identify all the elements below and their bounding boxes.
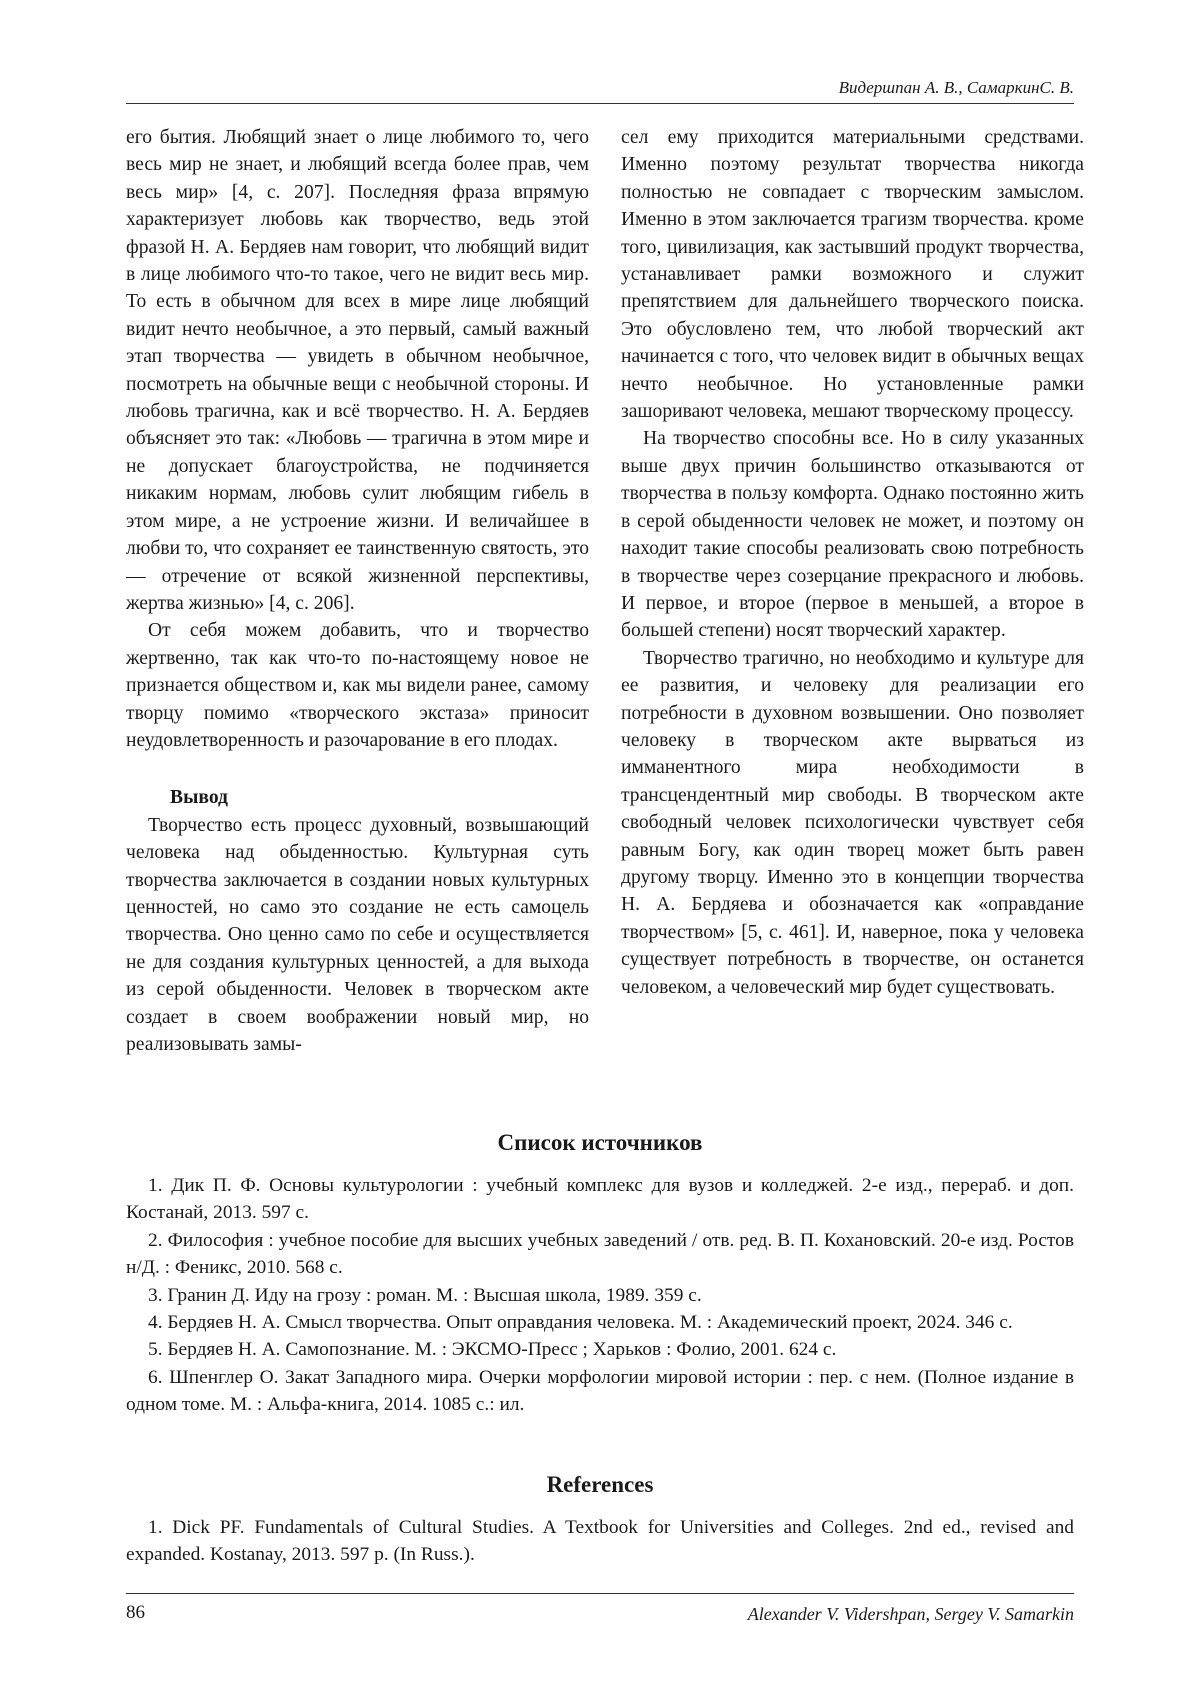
- two-column-body: [126, 124, 1084, 1112]
- running-head-authors: Видершпан А. В., СамаркинС. В.: [838, 78, 1074, 97]
- right-column: [621, 124, 1084, 1001]
- paragraph: Творчество есть процесс духовный, возвышающий человека над обыденностью. Культурная суть творчества заключается в создании новых культурных ценностей, но само это создание не есть самоцель творчества. Оно ценно само по себе и осуществляется не для создания культурных ценностей, а для выхода из серой обыденности. Человек в творческом акте создает в своем воображении новый мир, но реализовывать замы-: [126, 814, 589, 1055]
- sources-section: [126, 1128, 1074, 1419]
- reference-item: 1. Dick PF. Fundamentals of Cultural Studies. A Textbook for Universities and Colleges. 2nd ed., revised and expanded. Kostanay, 2013. 597 p. (In Russ.).: [126, 1517, 1074, 1566]
- paragraph: От себя можем добавить, что и творчество жертвенно, так как что-то по-настоящему новое не признается обществом и, как мы видели ранее, самому творцу помимо «творческого экстаза» приносит неудовлетворенность и разочарование в его плодах.: [126, 620, 589, 751]
- source-item: 6. Шпенглер О. Закат Западного мира. Очерки морфологии мировой истории : пер. с нем. (Полное издание в одном томе. М. : Альфа-книга, 2014. 1085 с.: ил.: [126, 1366, 1074, 1416]
- paragraph: Творчество трагично, но необходимо и культуре для ее развития, и человеку для реализации его потребности в духовном возвышении. Оно позволяет человеку в творческом акте вырваться из имманентного мира необходимости в трансцендентный мир свободы. В творческом акте свободный человек психологически чувствует себя равным Богу, как один творец может быть равен другому творцу. Именно это в концепции творчества Н. А. Бердяева и обозначается как «оправдание творчеством» [5, с. 461]. И, наверное, пока у человека существует потребность в творчестве, он останется человеком, а человеческий мир будет существовать.: [621, 647, 1084, 998]
- source-item: 2. Философия : учебное пособие для высших учебных заведений / отв. ред. В. П. Кохановский. 20-е изд. Ростов н/Д. : Феникс, 2010. 568 с.: [126, 1229, 1074, 1279]
- running-foot-authors: Alexander V. Vidershpan, Sergey V. Samarkin: [747, 1604, 1074, 1624]
- sources-list: [126, 1172, 1074, 1419]
- references-section: [126, 1470, 1074, 1569]
- section-heading-conclusion: Вывод: [170, 787, 228, 809]
- sources-heading: Список источников: [497, 1130, 703, 1155]
- references-list: [126, 1514, 1074, 1569]
- source-item: 4. Бердяев Н. А. Смысл творчества. Опыт оправдания человека. М. : Академический проект, 2024. 346 с.: [148, 1312, 1013, 1334]
- references-heading: References: [546, 1472, 654, 1497]
- paragraph-continued: его бытия. Любящий знает о лице любимого то, чего весь мир не знает, и любящий всегда более прав, чем весь мир» [4, с. 207]. Последняя фраза впрямую характеризует любовь как творчество, ведь этой фразой Н. А. Бердяев нам говорит, что любящий видит в лице любимого что-то такое, чего не видит весь мир. То есть в обычном для всех в мире лице любящий видит нечто необычное, а это первый, самый важный этап творчества — увидеть в обычном необычное, посмотреть на обычные вещи с необычной стороны. И любовь трагична, как и всё творчество. Н. А. Бердяев объясняет это так: «Любовь — трагична в этом мире и не допускает благоустройства, не подчиняется никаким нормам, любовь сулит любящим гибель в этом мире, а не устроение жизни. И величайшее в любви то, что сохраняет ее таинственную святость, это — отречение от всякой жизненной перспективы, жертва жизнью» [4, с. 206].: [126, 127, 589, 614]
- page-number: 86: [126, 1602, 145, 1623]
- paragraph: На творчество способны все. Но в силу указанных выше двух причин большинство отказываются от творчества в пользу комфорта. Однако постоянно жить в серой обыденности человек не может, и поэтому он находит такие способы реализовать свою потребность в творчестве через созерцание прекрасного и любовь. И первое, и второе (первое в меньшей, а второе в большей степени) носят творческий характер.: [621, 428, 1084, 642]
- left-column: [126, 124, 589, 1058]
- source-item: 3. Гранин Д. Иду на грозу : роман. М. : Высшая школа, 1989. 359 с.: [148, 1284, 702, 1306]
- source-item: 5. Бердяев Н. А. Самопознание. М. : ЭКСМО-Пресс ; Харьков : Фолио, 2001. 624 с.: [148, 1339, 837, 1361]
- paragraph-continued: сел ему приходится материальными средствами. Именно поэтому результат творчества никогда полностью не совпадает с творческим замыслом. Именно в этом заключается трагизм творчества. кроме того, цивилизация, как застывший продукт творчества, устанавливает рамки возможного и служит препятствием для дальнейшего творческого поиска. Это обусловлено тем, что любой творческий акт начинается с того, что человек видит в обычных вещах нечто необычное. Но установленные рамки зашоривают человека, мешают творческому процессу.: [621, 127, 1084, 423]
- footer-rule: [126, 1593, 1074, 1594]
- section-spacer: [126, 754, 589, 784]
- header-rule: [126, 103, 1074, 104]
- source-item: 1. Дик П. Ф. Основы культурологии : учебный комплекс для вузов и колледжей. 2-е изд., перераб. и доп. Костанай, 2013. 597 с.: [126, 1175, 1074, 1224]
